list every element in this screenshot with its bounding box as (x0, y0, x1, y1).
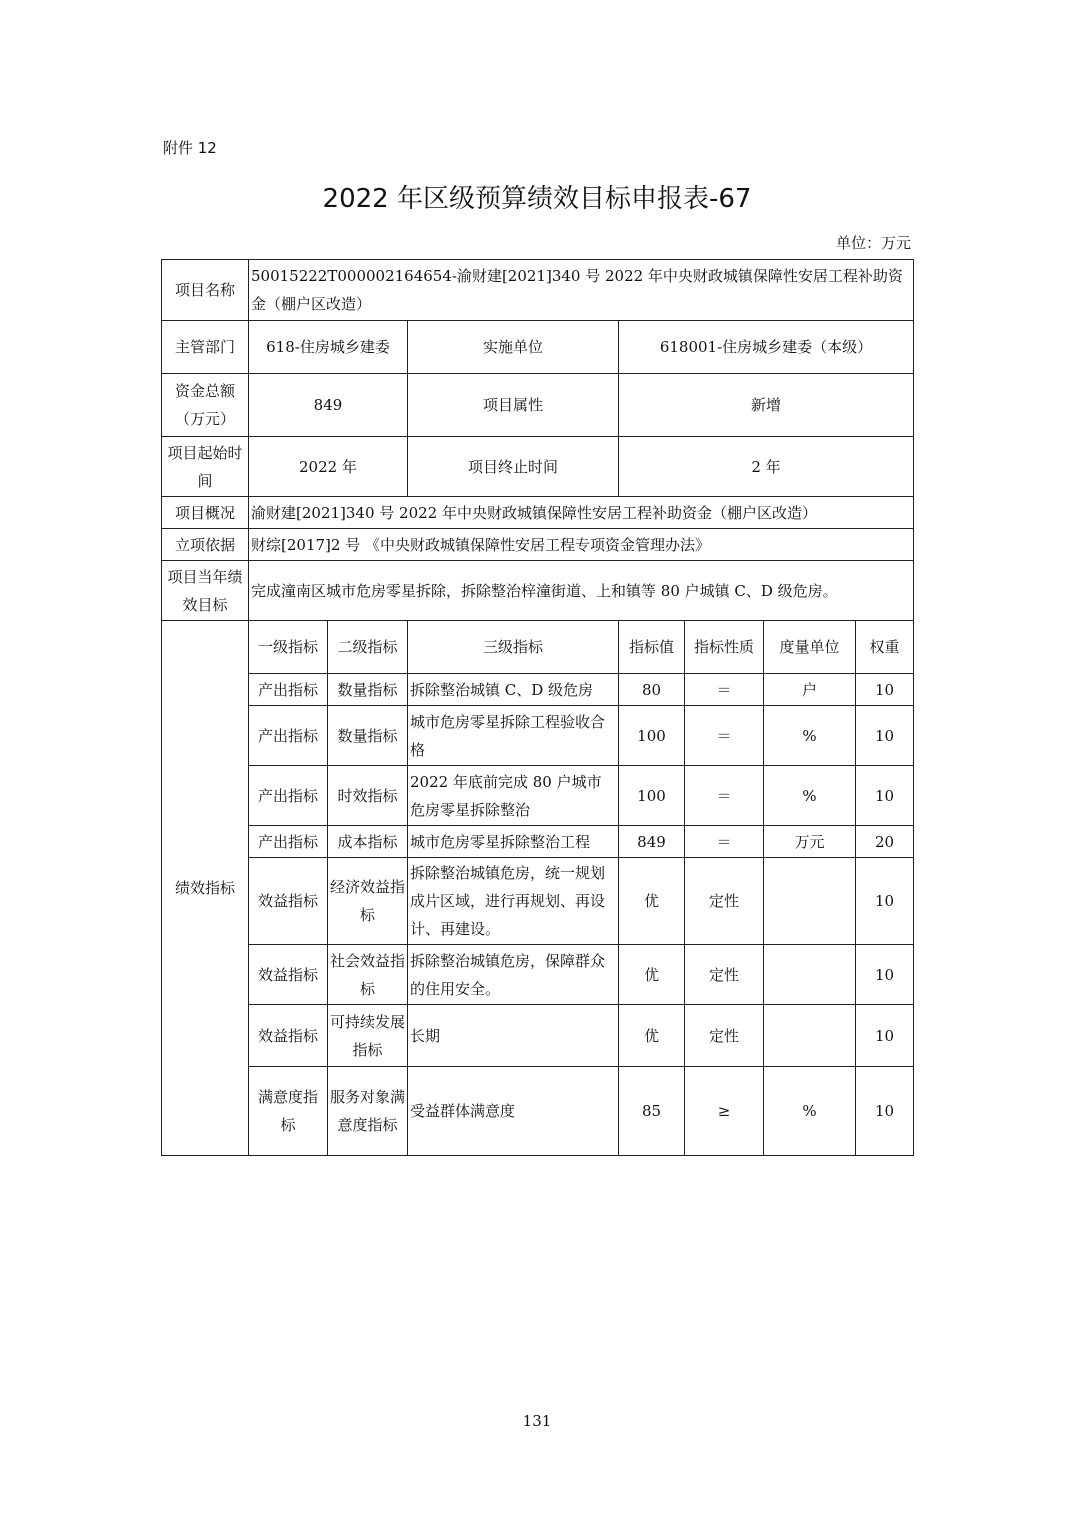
level2-cell: 数量指标 (328, 674, 408, 706)
perf-header: 指标性质 (685, 621, 764, 674)
perf-header: 权重 (856, 621, 914, 674)
unit-cell: % (764, 1067, 856, 1156)
weight-cell: 10 (856, 945, 914, 1005)
level3-cell: 拆除整治城镇危房，保障群众的住用安全。 (408, 945, 619, 1005)
nature-cell: ＝ (685, 674, 764, 706)
budget-table (161, 259, 914, 1156)
level2-cell: 时效指标 (328, 766, 408, 826)
level1-cell: 效益指标 (249, 945, 328, 1005)
level2-cell: 服务对象满意度指标 (328, 1067, 408, 1156)
perf-row (162, 766, 914, 826)
weight-cell: 10 (856, 766, 914, 826)
start-value: 2022 年 (249, 437, 408, 497)
unit-cell (764, 858, 856, 945)
unit-cell (764, 1005, 856, 1067)
end-label: 项目终止时间 (408, 437, 619, 497)
perf-row (162, 1067, 914, 1156)
level1-cell: 产出指标 (249, 674, 328, 706)
page-number: 131 (522, 1412, 552, 1430)
value-cell: 优 (619, 945, 685, 1005)
fund-label: 资金总额（万元） (162, 374, 249, 437)
nature-cell: ≥ (685, 1067, 764, 1156)
dept-value: 618-住房城乡建委 (249, 321, 408, 374)
unit-cell: % (764, 706, 856, 766)
goal-value: 完成潼南区城市危房零星拆除，拆除整治梓潼街道、上和镇等 80 户城镇 C、D 级危房。 (249, 561, 914, 621)
end-value: 2 年 (619, 437, 914, 497)
nature-cell: ＝ (685, 706, 764, 766)
nature-cell: ＝ (685, 766, 764, 826)
perf-header: 指标值 (619, 621, 685, 674)
level3-cell: 拆除整治城镇危房，统一规划成片区域，进行再规划、再设计、再建设。 (408, 858, 619, 945)
value-cell: 100 (619, 706, 685, 766)
nature-cell: 定性 (685, 858, 764, 945)
perf-row (162, 674, 914, 706)
level2-cell: 可持续发展指标 (328, 1005, 408, 1067)
level2-cell: 成本指标 (328, 826, 408, 858)
unit-cell: 户 (764, 674, 856, 706)
perf-row (162, 706, 914, 766)
weight-cell: 10 (856, 1067, 914, 1156)
nature-cell: 定性 (685, 1005, 764, 1067)
perf-header: 一级指标 (249, 621, 328, 674)
weight-cell: 10 (856, 1005, 914, 1067)
basis-value: 财综[2017]2 号 《中央财政城镇保障性安居工程专项资金管理办法》 (249, 529, 914, 561)
level2-cell: 社会效益指标 (328, 945, 408, 1005)
attr-value: 新增 (619, 374, 914, 437)
level2-cell: 数量指标 (328, 706, 408, 766)
level1-cell: 效益指标 (249, 1005, 328, 1067)
unit-cell: % (764, 766, 856, 826)
impl-label: 实施单位 (408, 321, 619, 374)
basis-label: 立项依据 (162, 529, 249, 561)
goal-label: 项目当年绩效目标 (162, 561, 249, 621)
level3-cell: 2022 年底前完成 80 户城市危房零星拆除整治 (408, 766, 619, 826)
value-cell: 80 (619, 674, 685, 706)
fund-value: 849 (249, 374, 408, 437)
project-name-value: 50015222T000002164654-渝财建[2021]340 号 2022 年中央财政城镇保障性安居工程补助资金（棚户区改造） (249, 260, 914, 321)
nature-cell: ＝ (685, 826, 764, 858)
value-cell: 85 (619, 1067, 685, 1156)
weight-cell: 10 (856, 858, 914, 945)
level1-cell: 满意度指标 (249, 1067, 328, 1156)
project-name-label: 项目名称 (162, 260, 249, 321)
value-cell: 优 (619, 1005, 685, 1067)
attr-label: 项目属性 (408, 374, 619, 437)
weight-cell: 10 (856, 706, 914, 766)
level1-cell: 产出指标 (249, 706, 328, 766)
perf-header: 度量单位 (764, 621, 856, 674)
impl-value: 618001-住房城乡建委（本级） (619, 321, 914, 374)
overview-label: 项目概况 (162, 497, 249, 529)
level1-cell: 产出指标 (249, 766, 328, 826)
unit-cell: 万元 (764, 826, 856, 858)
level1-cell: 效益指标 (249, 858, 328, 945)
dept-label: 主管部门 (162, 321, 249, 374)
value-cell: 849 (619, 826, 685, 858)
level1-cell: 产出指标 (249, 826, 328, 858)
overview-value: 渝财建[2021]340 号 2022 年中央财政城镇保障性安居工程补助资金（棚户区改造） (249, 497, 914, 529)
page-title: 2022 年区级预算绩效目标申报表-67 (322, 184, 752, 214)
start-label: 项目起始时间 (162, 437, 249, 497)
nature-cell: 定性 (685, 945, 764, 1005)
perf-header: 三级指标 (408, 621, 619, 674)
weight-cell: 20 (856, 826, 914, 858)
level3-cell: 城市危房零星拆除整治工程 (408, 826, 619, 858)
unit-label: 单位：万元 (835, 234, 911, 252)
perf-label: 绩效指标 (162, 621, 249, 1156)
attachment-label: 附件 12 (163, 139, 217, 157)
perf-row (162, 858, 914, 945)
level3-cell: 受益群体满意度 (408, 1067, 619, 1156)
unit-cell (764, 945, 856, 1005)
level3-cell: 拆除整治城镇 C、D 级危房 (408, 674, 619, 706)
weight-cell: 10 (856, 674, 914, 706)
level3-cell: 长期 (408, 1005, 619, 1067)
perf-row (162, 945, 914, 1005)
perf-row (162, 826, 914, 858)
value-cell: 100 (619, 766, 685, 826)
perf-row (162, 1005, 914, 1067)
perf-header: 二级指标 (328, 621, 408, 674)
level3-cell: 城市危房零星拆除工程验收合格 (408, 706, 619, 766)
level2-cell: 经济效益指标 (328, 858, 408, 945)
value-cell: 优 (619, 858, 685, 945)
